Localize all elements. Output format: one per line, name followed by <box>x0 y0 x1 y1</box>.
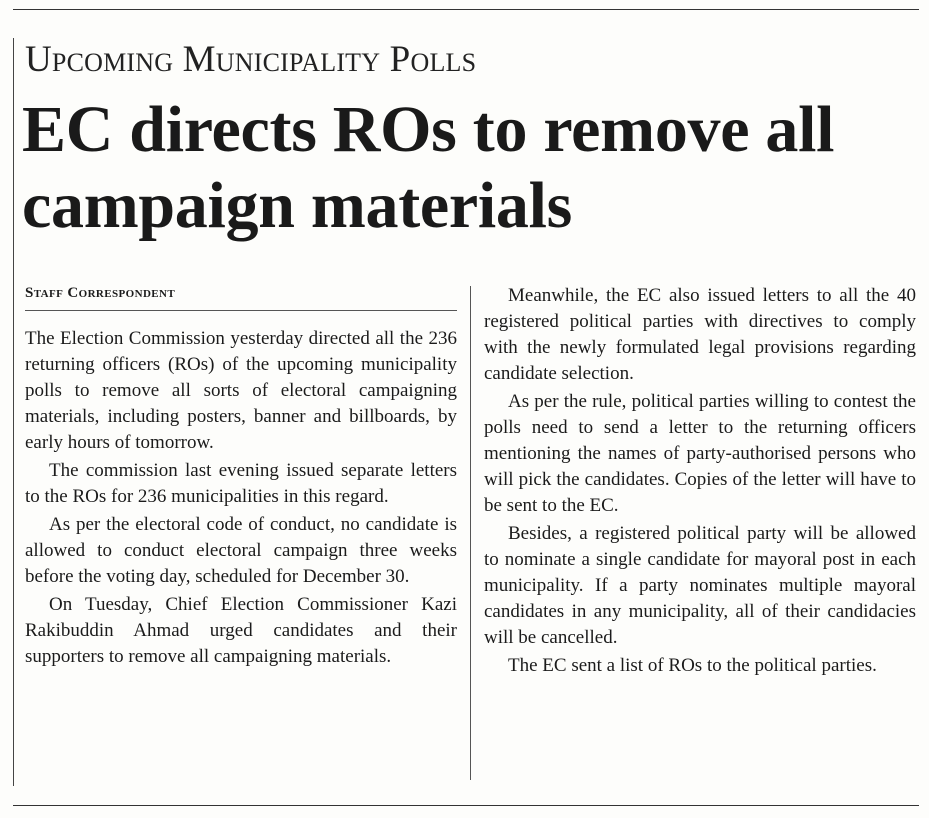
byline-rule <box>25 310 457 311</box>
paragraph: As per the rule, political parties willing to contest the polls need to send a letter to the returning officers mentioning the names of party-authorised persons who will pick the candidates. Copies of the letter will have to be sent to the EC. <box>484 391 916 516</box>
paragraph: The EC sent a list of ROs to the political parties. <box>508 655 877 676</box>
right-column <box>484 283 916 681</box>
paragraph: As per the electoral code of conduct, no candidate is allowed to conduct electoral campaign three weeks before the voting day, scheduled for December 30. <box>25 514 457 587</box>
left-column <box>25 326 457 672</box>
bottom-rule <box>13 805 919 806</box>
byline: Staff Correspondent <box>25 285 176 301</box>
kicker: Upcoming Municipality Polls <box>25 39 477 80</box>
column-divider <box>470 286 471 780</box>
top-rule <box>13 9 919 10</box>
paragraph: The Election Commission yesterday directed all the 236 returning officers (ROs) of the upcoming municipality polls to remove all sorts of electoral campaigning materials, including posters, banner and billboards, by early hours of tomorrow. <box>25 328 457 453</box>
paragraph: Besides, a registered political party will be allowed to nominate a single candidate for mayoral post in each municipality. If a party nominates multiple mayoral candidates in any municipality, all of their candidacies will be cancelled. <box>484 523 916 648</box>
left-rule <box>13 38 14 786</box>
paragraph: On Tuesday, Chief Election Commissioner Kazi Rakibuddin Ahmad urged candidates and their supporters to remove all campaigning materials. <box>25 594 457 667</box>
paragraph: Meanwhile, the EC also issued letters to all the 40 registered political parties with directives to comply with the newly formulated legal provisions regarding candidate selection. <box>484 285 916 384</box>
paragraph: The commission last evening issued separate letters to the ROs for 236 municipalities in this regard. <box>25 460 457 507</box>
headline: EC directs ROs to remove all campaign materials <box>22 93 835 242</box>
